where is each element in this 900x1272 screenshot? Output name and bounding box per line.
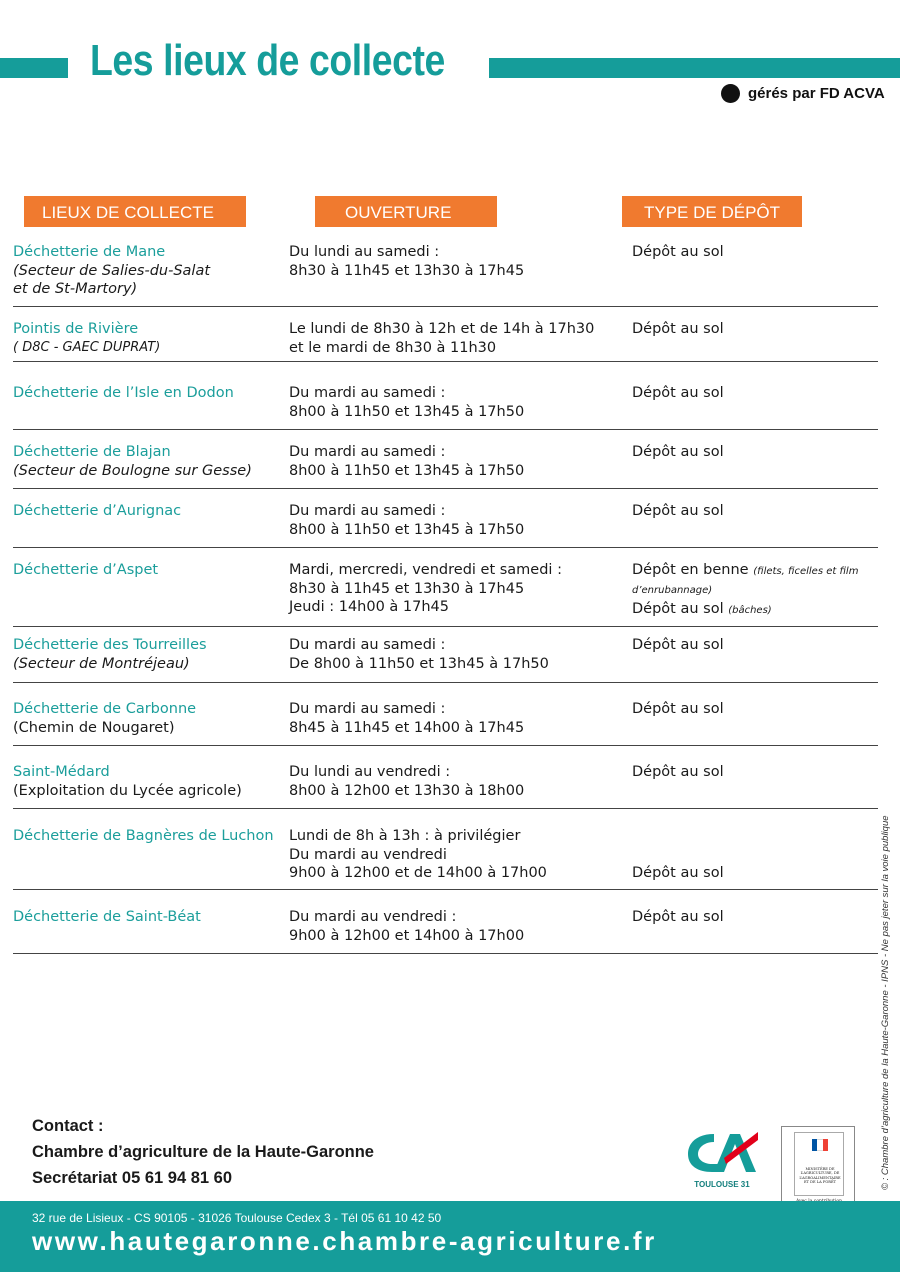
hours-line: 8h00 à 11h50 et 13h45 à 17h50 — [289, 462, 525, 479]
location-cell — [13, 561, 283, 580]
ministry-seal — [794, 1132, 844, 1196]
location-detail: (Exploitation du Lycée agricole) — [13, 782, 242, 799]
location-cell — [13, 636, 283, 673]
location-detail: (Chemin de Nougaret) — [13, 719, 175, 736]
location-name: Déchetterie de l’Isle en Dodon — [13, 385, 234, 401]
hours-line: 8h00 à 11h50 et 13h45 à 17h50 — [289, 403, 525, 420]
hours-line: 9h00 à 12h00 et 14h00 à 17h00 — [289, 927, 525, 944]
deposit-cell: Dépôt au sol — [632, 909, 724, 925]
location-name: Pointis de Rivière — [13, 321, 139, 337]
location-detail: ( D8C - GAEC DUPRAT) — [13, 339, 161, 355]
page-title: Les lieux de collecte — [90, 36, 445, 85]
table-row — [13, 502, 878, 548]
table-row — [13, 243, 878, 307]
table-row — [13, 561, 878, 627]
hours-line: Du mardi au samedi : — [289, 701, 446, 717]
contact-block — [32, 1113, 374, 1191]
hours-line: Du mardi au samedi : — [289, 503, 446, 519]
location-name: Déchetterie de Mane — [13, 244, 166, 260]
hours-cell — [289, 320, 629, 357]
location-name: Déchetterie d’Aurignac — [13, 503, 182, 519]
hours-cell — [289, 384, 629, 421]
hours-line: Jeudi : 14h00 à 17h45 — [289, 599, 450, 615]
location-detail: (Secteur de Boulogne sur Gesse) — [13, 462, 252, 479]
hours-line: 8h30 à 11h45 et 13h30 à 17h45 — [289, 262, 525, 279]
hours-line: et le mardi de 8h30 à 11h30 — [289, 339, 497, 356]
deposit-cell: Dépôt au sol — [632, 637, 724, 653]
hours-line: Mardi, mercredi, vendredi et samedi : — [289, 562, 562, 578]
footer-address: 32 rue de Lisieux - CS 90105 - 31026 Toulouse Cedex 3 - Tél 05 61 10 42 50 — [32, 1211, 442, 1225]
deposit-note: d’enrubannage) — [632, 584, 713, 596]
column-header-opening: OUVERTURE — [315, 196, 497, 227]
deposit-cell: Dépôt au sol — [632, 865, 724, 881]
hours-cell — [289, 763, 629, 800]
hours-line: Du mardi au samedi : — [289, 444, 446, 460]
hours-line: 9h00 à 12h00 et de 14h00 à 17h00 — [289, 865, 547, 881]
hours-line: 8h00 à 12h00 et 13h30 à 18h00 — [289, 782, 525, 799]
hours-line: Du mardi au samedi : — [289, 637, 446, 653]
hours-cell — [289, 443, 629, 480]
location-cell — [13, 908, 283, 927]
deposit-cell: Dépôt au sol — [632, 244, 724, 260]
hours-cell — [289, 561, 629, 617]
contact-phone: Secrétariat 05 61 94 81 60 — [32, 1169, 232, 1187]
location-name: Déchetterie d’Aspet — [13, 562, 159, 578]
location-detail: (Secteur de Montréjeau) — [13, 655, 190, 672]
hours-line: De 8h00 à 11h50 et 13h45 à 17h50 — [289, 655, 549, 672]
location-cell — [13, 443, 283, 480]
location-name: Déchetterie des Tourreilles — [13, 637, 207, 653]
table-row — [13, 384, 878, 430]
table-row — [13, 443, 878, 489]
location-cell — [13, 763, 283, 800]
hours-cell — [289, 502, 629, 539]
table-row — [13, 636, 878, 683]
location-name: Déchetterie de Bagnères de Luchon — [13, 828, 274, 844]
header-bar-left — [0, 58, 68, 78]
location-name: Saint-Médard — [13, 764, 110, 780]
table-row — [13, 908, 878, 954]
hours-cell — [289, 908, 629, 945]
hours-cell — [289, 700, 629, 737]
column-header-deposit-type: TYPE DE DÉPÔT — [622, 196, 802, 227]
copyright-vertical-text: © : Chambre d’agriculture de la Haute-Garonne - IPNS - Ne pas jeter sur la voie publique — [880, 815, 891, 1190]
location-cell — [13, 502, 283, 521]
deposit-type: Dépôt au sol — [632, 601, 724, 617]
deposit-cell — [632, 561, 878, 621]
location-detail: et de St-Martory) — [13, 281, 138, 297]
deposit-cell: Dépôt au sol — [632, 321, 724, 337]
deposit-cell: Dépôt au sol — [632, 503, 724, 519]
table-row — [13, 827, 878, 890]
deposit-cell: Dépôt au sol — [632, 385, 724, 401]
location-detail: (Secteur de Salies-du-Salat — [13, 262, 211, 279]
deposit-note: (filets, ficelles et film — [753, 566, 859, 577]
table-row — [13, 700, 878, 746]
hours-line: 8h30 à 11h45 et 13h30 à 17h45 — [289, 580, 525, 597]
hours-line: Du mardi au vendredi — [289, 846, 447, 863]
hours-cell — [289, 243, 629, 280]
location-name: Déchetterie de Blajan — [13, 444, 171, 460]
location-cell — [13, 827, 283, 846]
deposit-cell: Dépôt au sol — [632, 764, 724, 780]
deposit-cell: Dépôt au sol — [632, 701, 724, 717]
ca-logo-text: TOULOUSE 31 — [694, 1180, 750, 1189]
header-bar-right — [489, 58, 900, 78]
location-name: Déchetterie de Saint-Béat — [13, 909, 201, 925]
contact-label: Contact : — [32, 1117, 104, 1135]
black-dot-icon — [721, 84, 740, 103]
legend-text: gérés par FD ACVA — [748, 85, 885, 102]
deposit-type: Dépôt en benne — [632, 562, 749, 578]
hours-line: Du lundi au samedi : — [289, 244, 440, 260]
location-cell — [13, 320, 283, 357]
hours-line: 8h00 à 11h50 et 13h45 à 17h50 — [289, 521, 525, 538]
legend — [721, 84, 885, 103]
contact-organization: Chambre d’agriculture de la Haute-Garonne — [32, 1143, 374, 1161]
location-cell — [13, 384, 283, 403]
hours-line: 8h45 à 11h45 et 14h00 à 17h45 — [289, 719, 525, 736]
hours-cell — [289, 827, 629, 883]
deposit-note: (bâches) — [728, 605, 772, 616]
hours-line: Lundi de 8h à 13h : à privilégier — [289, 828, 521, 844]
location-name: Déchetterie de Carbonne — [13, 701, 197, 717]
hours-line: Du lundi au vendredi : — [289, 764, 451, 780]
hours-cell — [289, 636, 629, 673]
deposit-cell: Dépôt au sol — [632, 444, 724, 460]
column-header-location: LIEUX DE COLLECTE — [24, 196, 246, 227]
hours-line: Le lundi de 8h30 à 12h et de 14h à 17h30 — [289, 321, 595, 337]
hours-line: Du mardi au vendredi : — [289, 909, 457, 925]
location-cell — [13, 243, 283, 299]
french-flag-icon — [812, 1139, 828, 1151]
table-row — [13, 320, 878, 362]
location-cell — [13, 700, 283, 737]
table-row — [13, 763, 878, 809]
hours-line: Du mardi au samedi : — [289, 385, 446, 401]
footer-website-link[interactable]: www.hautegaronne.chambre-agriculture.fr — [32, 1226, 657, 1256]
ministry-name: MINISTÈRE DE L’AGRICULTURE, DE L’AGROALIMENTAIRE ET DE LA FORÊT — [799, 1167, 841, 1185]
